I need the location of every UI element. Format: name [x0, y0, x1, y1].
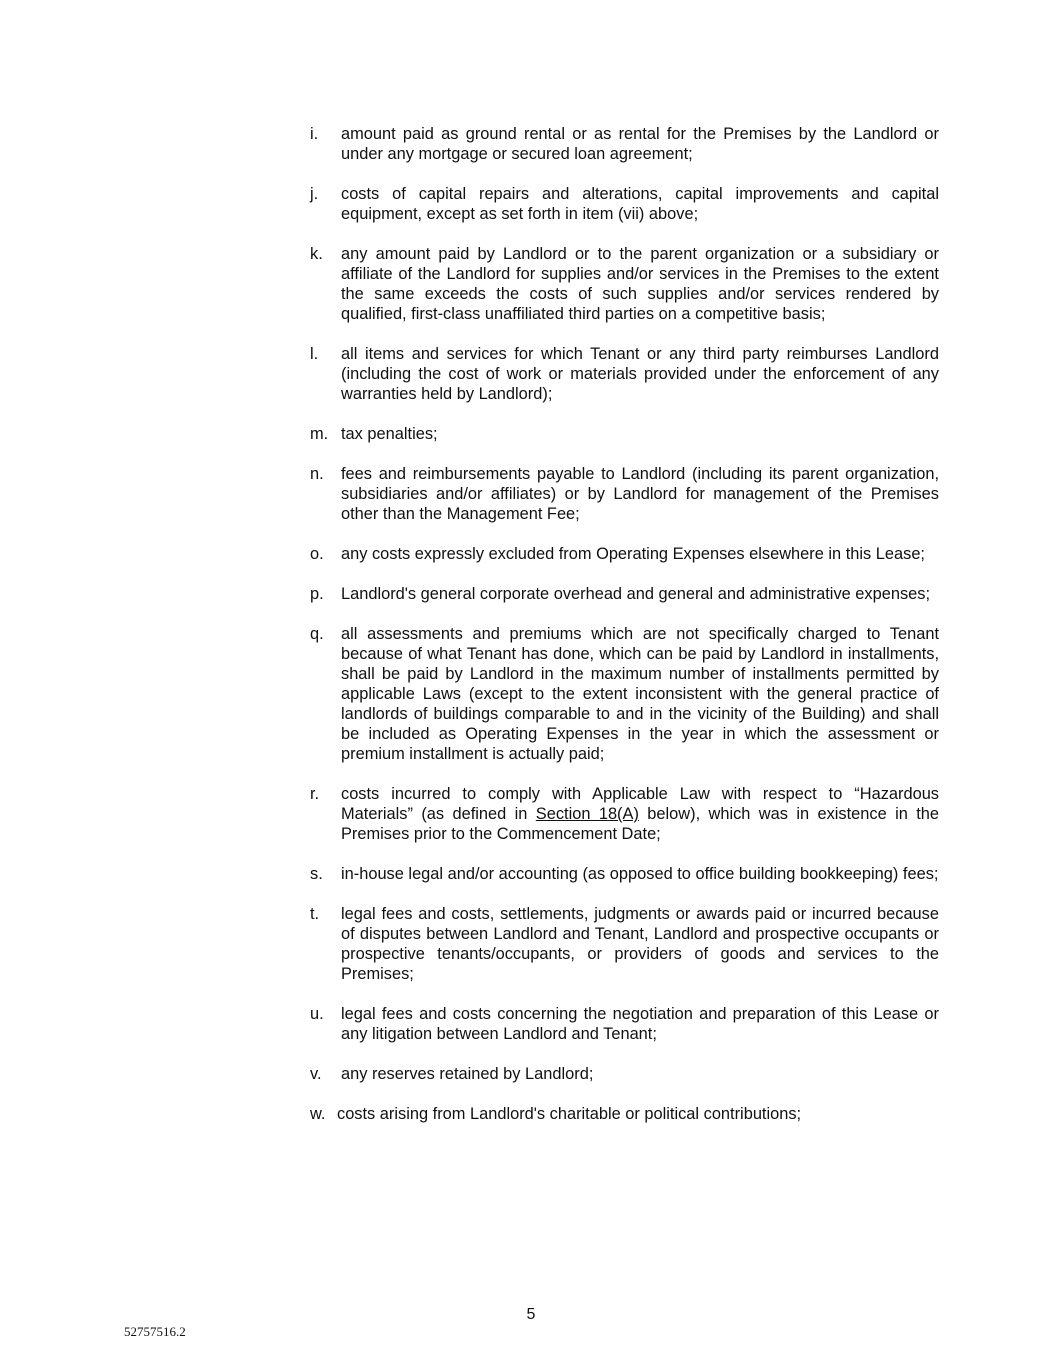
list-marker: j.: [310, 185, 319, 203]
list-item-text: all assessments and premiums which are not specifically charged to Tenant because of what Tenant has done, which can be paid by Landlord in installments, shall be paid by Landlord in the maximum number of installments permitted by applicable Laws (except to the extent inconsistent with the general practice of landlords of buildings comparable to and in the vicinity of the Building) and shall be included as Operating Expenses in the year in which the assessment or premium installment is actually paid;: [341, 625, 939, 763]
list-item-text: in-house legal and/or accounting (as opposed to office building bookkeeping) fees;: [341, 865, 939, 883]
list-item-text-after: below), which was in existence in the Premises prior to the Commencement Date;: [341, 805, 940, 843]
list-marker: w.: [310, 1105, 326, 1123]
list-item-p: [310, 584, 939, 604]
list-item-u: [310, 1004, 939, 1044]
list-item-text: costs of capital repairs and alterations, capital improvements and capital equipment, except as set forth in item (vii) above;: [341, 185, 939, 223]
list-item-text: all items and services for which Tenant or any third party reimburses Landlord (including the cost of work or materials provided under the enforcement of any warranties held by Landlord);: [341, 345, 939, 403]
list-marker: r.: [310, 785, 320, 803]
list-item-l: [310, 344, 939, 404]
list-marker: t.: [310, 905, 320, 923]
list-item-text: amount paid as ground rental or as rental for the Premises by the Landlord or under any mortgage or secured loan agreement;: [341, 125, 939, 163]
list-marker: p.: [310, 585, 324, 603]
list-item-n: [310, 464, 939, 524]
list-marker: m.: [310, 425, 329, 443]
list-item-text: any amount paid by Landlord or to the parent organization or a subsidiary or affiliate of the Landlord for supplies and/or services in the Premises to the extent the same exceeds the costs of such supplies and/or services rendered by qualified, first-class unaffiliated third parties on a competitive basis;: [341, 245, 939, 323]
list-marker: o.: [310, 545, 324, 563]
list-marker: l.: [310, 345, 319, 363]
list-item-text: [341, 784, 939, 844]
exclusions-list: [310, 124, 939, 1144]
section-reference-link[interactable]: Section 18(A): [535, 805, 639, 823]
list-item-w: [310, 1104, 939, 1124]
list-marker: k.: [310, 245, 323, 263]
list-item-q: [310, 624, 939, 764]
list-marker: n.: [310, 465, 324, 483]
document-id: 52757516.2: [124, 1324, 186, 1339]
list-item-s: [310, 864, 939, 884]
list-item-r: [310, 784, 939, 844]
list-item-t: [310, 904, 939, 984]
list-marker: q.: [310, 625, 324, 643]
list-item-text: legal fees and costs concerning the negotiation and preparation of this Lease or any litigation between Landlord and Tenant;: [341, 1005, 939, 1043]
list-item-i: [310, 124, 939, 164]
list-item-text: any reserves retained by Landlord;: [341, 1065, 594, 1083]
list-item-k: [310, 244, 939, 324]
list-item-v: [310, 1064, 939, 1084]
list-marker: s.: [310, 865, 323, 883]
list-item-text: costs arising from Landlord's charitable or political contributions;: [337, 1105, 802, 1123]
list-item-m: [310, 424, 939, 444]
list-item-text-before: costs incurred to comply with Applicable Law with respect to “Hazardous Materials” (as defined in: [341, 785, 939, 823]
list-marker: i.: [310, 125, 319, 143]
list-item-o: [310, 544, 939, 564]
list-item-text: legal fees and costs, settlements, judgments or awards paid or incurred because of disputes between Landlord and Tenant, Landlord and prospective occupants or prospective tenants/occupants, or providers of goods and services to the Premises;: [341, 905, 939, 983]
list-marker: u.: [310, 1005, 324, 1023]
list-item-text: Landlord's general corporate overhead and general and administrative expenses;: [341, 585, 931, 603]
list-item-text: fees and reimbursements payable to Landlord (including its parent organization, subsidiaries and/or affiliates) or by Landlord for management of the Premises other than the Management Fee;: [341, 465, 939, 523]
list-marker: v.: [310, 1065, 322, 1083]
list-item-text: tax penalties;: [341, 425, 438, 443]
list-item-text: any costs expressly excluded from Operating Expenses elsewhere in this Lease;: [341, 545, 925, 563]
page-number: 5: [526, 1306, 536, 1323]
list-item-j: [310, 184, 939, 224]
